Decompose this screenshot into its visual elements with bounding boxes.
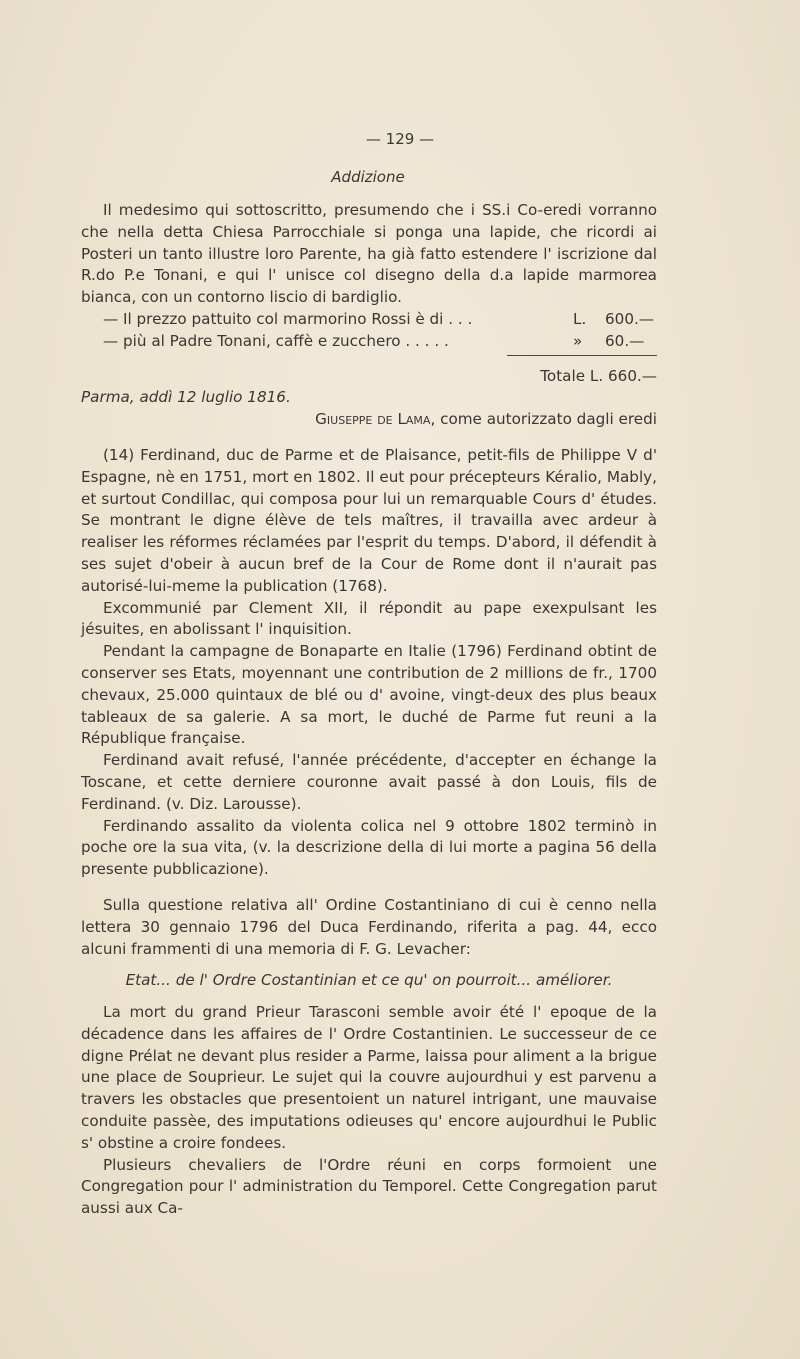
ledger-amount: 600.— bbox=[605, 309, 655, 328]
footnote-paragraph: Ferdinand avait refusé, l'année précédente, d'accepter en échange la Toscane, et cette derniere couronne avait passé à don Louis, fils de Ferdinand. (v. Diz. Larousse). bbox=[81, 751, 657, 813]
intro-paragraph: Il medesimo qui sottoscritto, presumendo che i SS.i Co-eredi vorranno che nella detta Chiesa Parrocchiale si ponga una lapide, che ricordi ai Posteri un tanto illustre loro Parente, ha già fatto estendere l' iscrizione dal R.do P.e Tonani, e qui l' unisce col disegno della d.a lapide marmorea bianca, con un contorno liscio di bardiglio. bbox=[81, 201, 657, 307]
footnote-paragraph: (14) Ferdinand, duc de Parme et de Plaisance, petit-fils de Philippe V d' Espagne, nè en 1751, mort en 1802. Il eut pour précepteurs Kéralio, Mably, et surtout Condillac, qui composa pour lui un remarquable Cours d' études. Se montrant le digne élève de tels maîtres, il travailla avec ardeur à realiser les réformes réclamées par l'esprit du temps. D'abord, il défendit à ses sujet d'obeir à aucun bref de la Cour de Rome dont il n'aurait pas autorisé-lui-meme la publication (1768). bbox=[81, 445, 657, 595]
addizione-section bbox=[81, 200, 657, 1220]
ledger-total: Totale L. 660.— bbox=[540, 366, 657, 385]
memoria-paragraph: Plusieurs chevaliers de l'Ordre réuni en corps formoient une Congregation pour l' administration du Temporel. Cette Congregation parut aussi aux Ca- bbox=[81, 1155, 657, 1218]
ledger-currency: L. bbox=[573, 309, 587, 328]
place-date: Parma, addì 12 luglio 1816. bbox=[81, 388, 291, 407]
signature bbox=[81, 409, 657, 431]
ledger-desc: — Il prezzo pattuito col marmorino Rossi è di . . . bbox=[103, 309, 473, 328]
ledger-currency: » bbox=[573, 331, 583, 350]
ledger-line-2 bbox=[81, 331, 657, 353]
ledger-amount: 60.— bbox=[605, 331, 645, 350]
footnote-paragraph: Pendant la campagne de Bonaparte en Italie (1796) Ferdinand obtint de conserver ses Etats, moyennant une contribution de 2 millions de fr., 1700 chevaux, 25.000 quintaux de blé ou d' avoine, vingt-deux des plus beaux tableaux de sa galerie. A sa mort, le duché de Parme fut reuni a la République française. bbox=[81, 642, 657, 748]
memoria-paragraph: La mort du grand Prieur Tarasconi semble avoir été l' epoque de la décadence dans les affaires de l' Ordre Costantinien. Le successeur de ce digne Prélat ne devant plus resider a Parme, laissa pour aliment a la brigue une place de Souprieur. Le sujet qui la couvre aujourdhui y est parvenu a travers les obstacles que presentoient un naturel intrigant, une mauvaise conduite passèe, des imputations odieuses qu' encore aujourdhui le Public s' obstine a croire fondees. bbox=[81, 1003, 657, 1152]
signature-rest: , come autorizzato dagli eredi bbox=[430, 410, 657, 429]
ledger-desc: — più al Padre Tonani, caffè e zucchero . . . . . bbox=[103, 331, 449, 350]
ordine-paragraph: Sulla questione relativa all' Ordine Costantiniano di cui è cenno nella lettera 30 gennaio 1796 del Duca Ferdinando, riferita a pag. 44, ecco alcuni frammenti di una memoria di F. G. Levacher: bbox=[81, 895, 657, 958]
footnote-paragraph: Ferdinando assalito da violenta colica nel 9 ottobre 1802 terminò in poche ore la sua vita, (v. la descrizione della di lui morte a pagina 56 della presente pubblicazione). bbox=[81, 816, 657, 879]
footnote-paragraph: Excommunié par Clement XII, il répondit au pape exexpulsant les jésuites, en abolissant l' inquisition. bbox=[81, 598, 657, 639]
page-number: — 129 — bbox=[365, 130, 435, 148]
memoria-title: Etat... de l' Ordre Costantinian et ce qu' on pourroit... améliorer. bbox=[125, 971, 613, 990]
total-rule bbox=[507, 355, 657, 356]
signature-name: Giuseppe de Lama bbox=[315, 410, 431, 429]
section-heading: Addizione bbox=[331, 168, 405, 186]
ledger-line-1 bbox=[81, 309, 657, 331]
